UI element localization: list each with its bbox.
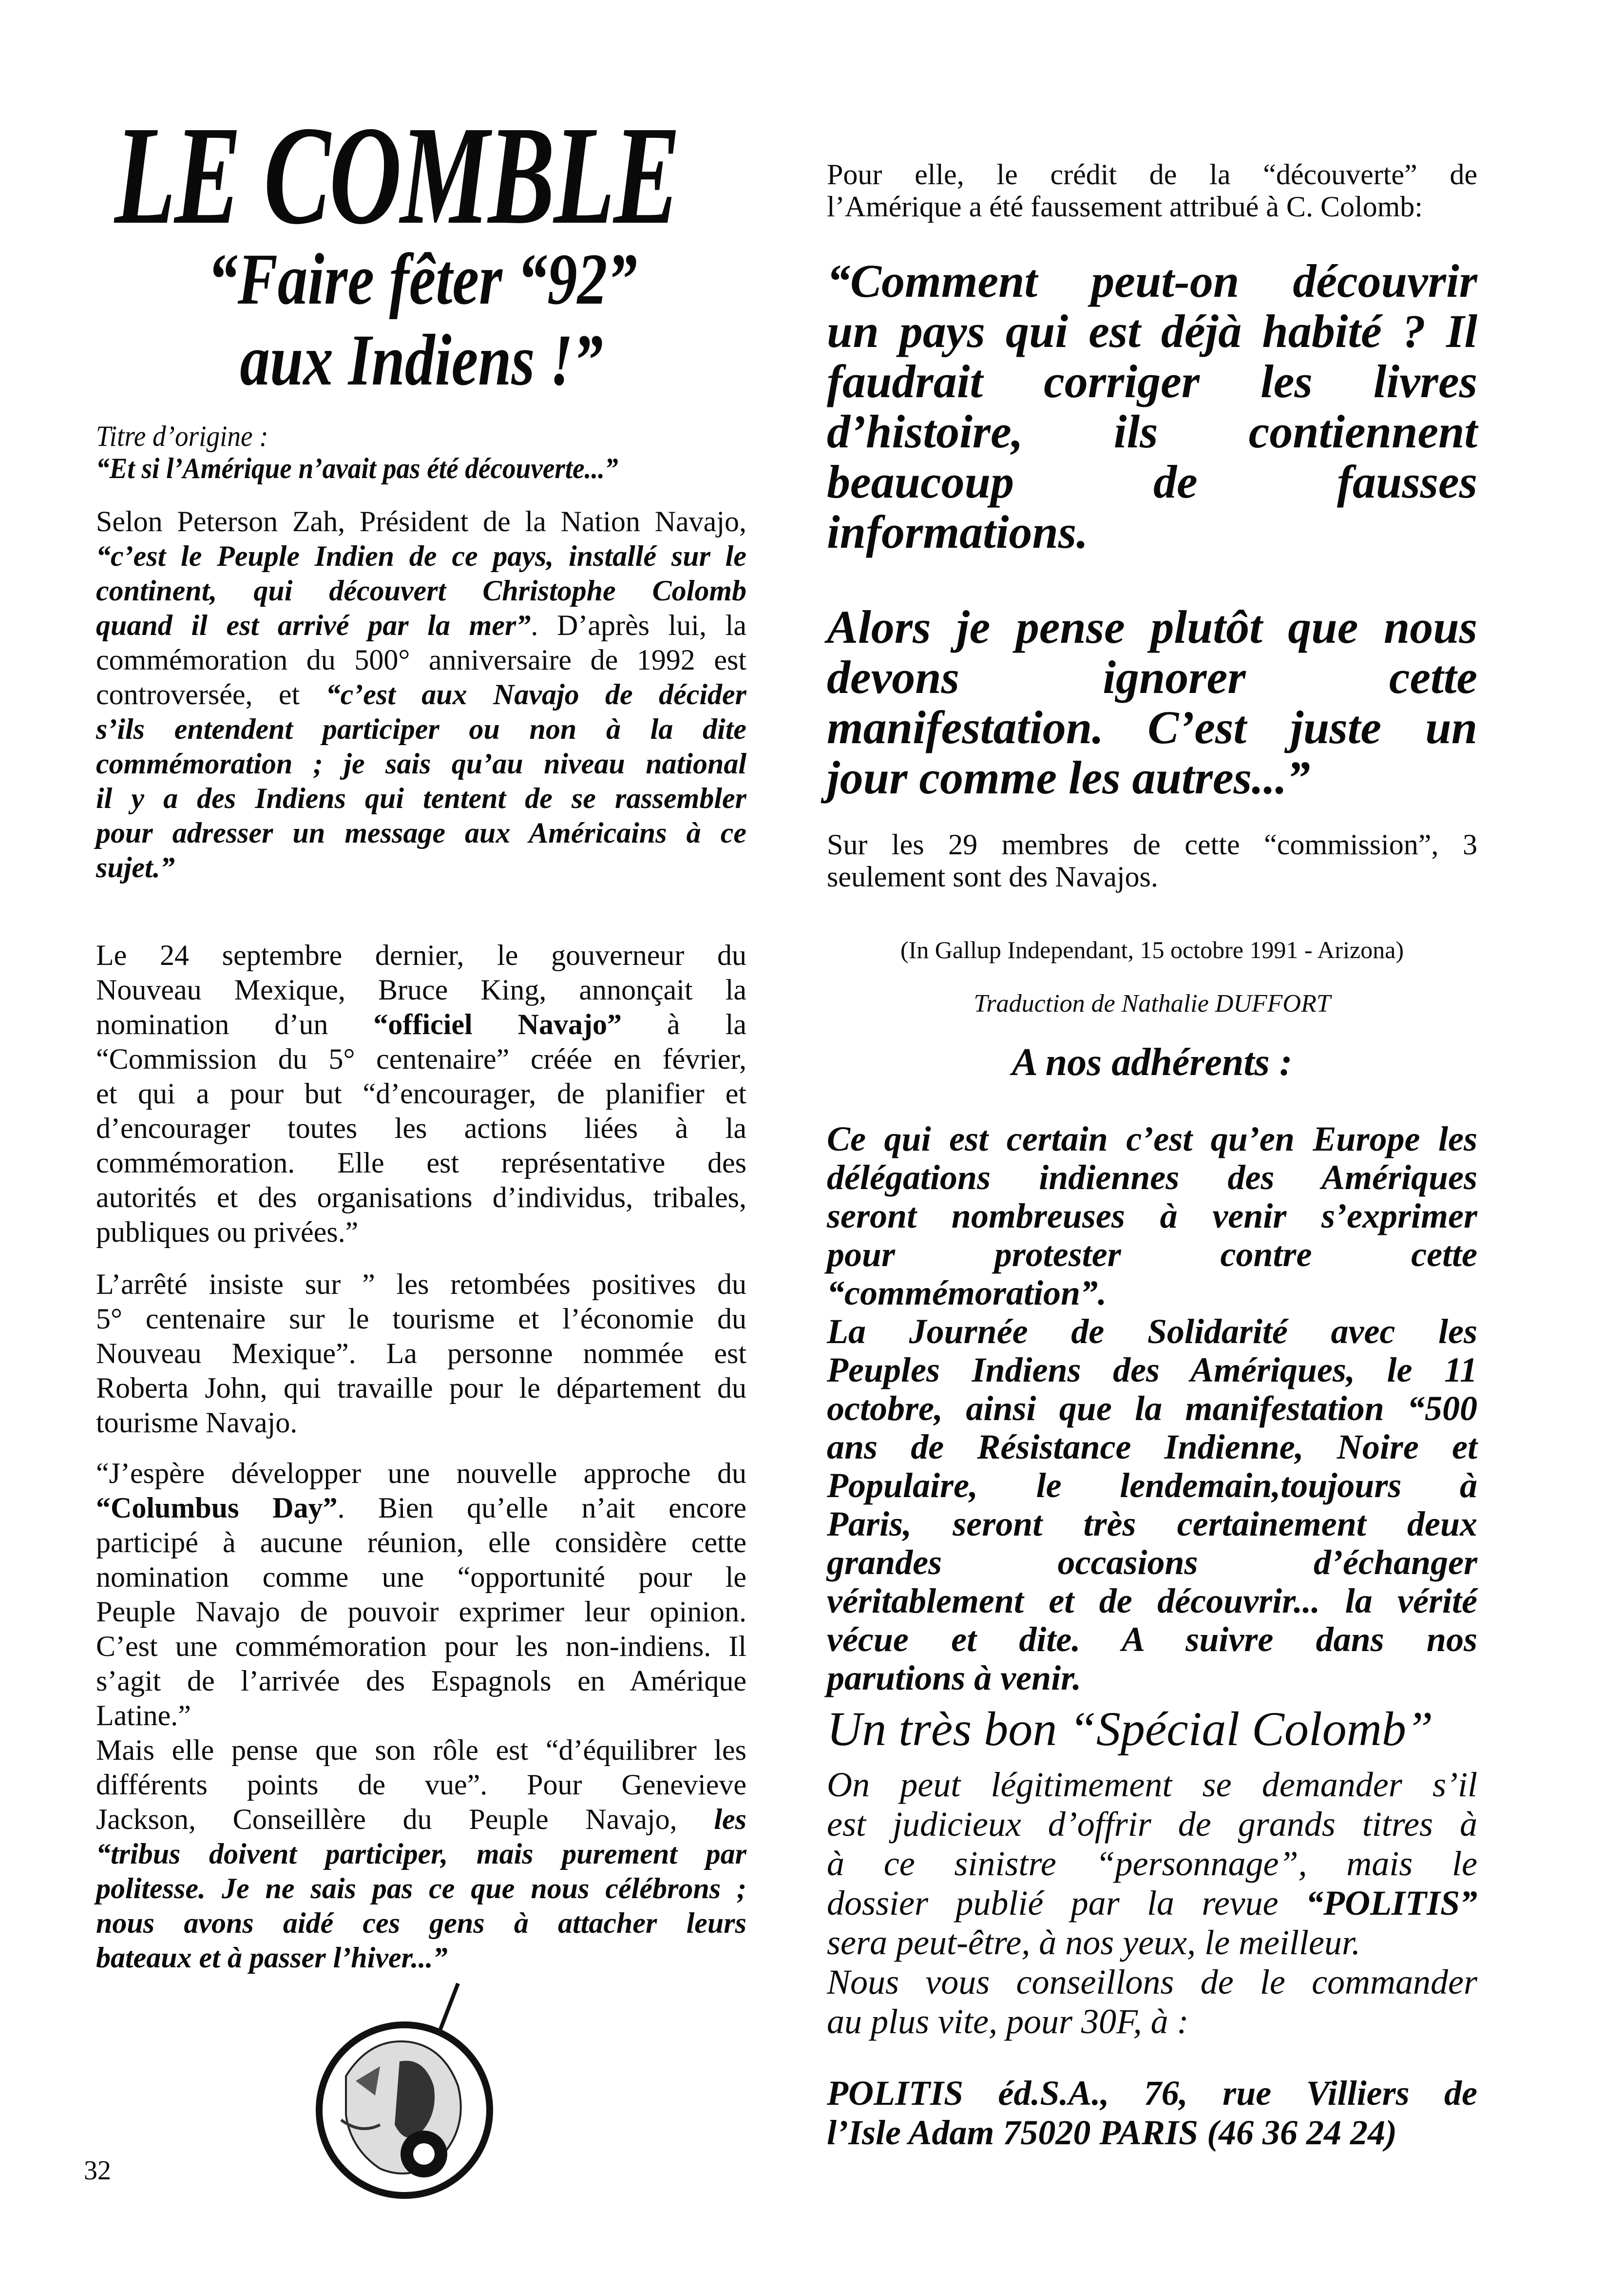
text-segment: nomination comme une “opportunité pour le [96, 1561, 746, 1593]
section-heading-adherents: A nos adhérents : [1012, 1041, 1293, 1084]
text-line [827, 1158, 1477, 1197]
text-segment: d’histoire, ils contiennent [827, 405, 1477, 458]
text-segment: Nouveau Mexique”. La personne nommée est [96, 1337, 746, 1369]
text-line [827, 1389, 1477, 1428]
paragraph [827, 602, 1477, 803]
text-line [96, 973, 746, 1007]
page-number: 32 [84, 2155, 111, 2186]
text-line [827, 356, 1477, 406]
paragraph [827, 1312, 1477, 1697]
text-segment: . D’après lui, la [531, 609, 746, 641]
text-line [827, 652, 1477, 702]
text-line [96, 1111, 746, 1146]
text-segment: “c’est le Peuple Indien de ce pays, installé sur le [96, 540, 746, 572]
text-segment: . Bien qu’elle n’ait encore [337, 1492, 746, 1524]
text-line [827, 1923, 1477, 1962]
text-line [827, 1543, 1477, 1582]
text-line [827, 752, 1477, 803]
text-segment: un pays qui est déjà habité ? Il [827, 305, 1477, 357]
source-citation: (In Gallup Independant, 15 octobre 1991 - Arizona) [900, 936, 1404, 963]
text-line [96, 1491, 746, 1525]
subtitle-line: “Faire fêter “92” [208, 239, 637, 320]
text-segment: seront nombreuses à venir s’exprimer [827, 1196, 1477, 1235]
text-segment: sera peut-être, à nos yeux, le meilleur. [827, 1923, 1361, 1962]
text-line [96, 1768, 746, 1802]
text-line [96, 747, 746, 781]
text-line [96, 781, 746, 816]
quote-comment-decouvrir [827, 256, 1477, 557]
paragraph-arrete [96, 1267, 746, 1440]
translator-credit: Traduction de Nathalie DUFFORT [974, 990, 1331, 1018]
paragraph [96, 938, 746, 1250]
paragraph [96, 1456, 746, 1733]
text-segment: “Comment peut-on découvrir [827, 255, 1477, 307]
text-segment: commémoration du 500° anniversaire de 1992 est [96, 644, 746, 676]
text-segment: Populaire, le lendemain,toujours à [827, 1466, 1477, 1505]
text-segment: controversée, et [96, 678, 326, 711]
text-line [827, 1962, 1477, 2002]
text-segment: Paris, seront très certainement deux [827, 1504, 1477, 1543]
text-line [96, 1664, 746, 1698]
text-segment: et qui a pour but “d’encourager, de planifier et [96, 1077, 746, 1110]
text-segment: Roberta John, qui travaille pour le département du [96, 1372, 746, 1404]
text-segment: manifestation. C’est juste un [827, 701, 1477, 753]
text-line [96, 816, 746, 850]
text-segment: sujet.” [96, 851, 175, 884]
text-segment: parutions à venir. [827, 1658, 1082, 1697]
text-line [827, 1466, 1477, 1505]
paragraph [827, 256, 1477, 557]
text-line [96, 1629, 746, 1664]
text-segment: jour comme les autres...” [827, 751, 1311, 804]
paragraph [827, 828, 1477, 893]
text-segment: “tribus doivent participer, mais purement par [96, 1838, 746, 1870]
text-line [96, 1560, 746, 1595]
text-segment: Latine.” [96, 1699, 191, 1731]
text-line [827, 2002, 1477, 2041]
text-line [827, 1582, 1477, 1620]
text-line [96, 712, 746, 747]
paragraph-columbus-day [96, 1456, 746, 1975]
text-line [827, 1428, 1477, 1466]
text-segment: Jackson, Conseillère du Peuple Navajo, [96, 1803, 714, 1835]
text-line [96, 1802, 746, 1837]
text-line [96, 1837, 746, 1871]
paragraph [827, 1962, 1477, 2041]
text-line [96, 1042, 746, 1077]
text-line [96, 1595, 746, 1629]
text-segment: POLITIS éd.S.A., 76, rue Villiers de [827, 2074, 1477, 2113]
text-line [96, 850, 746, 885]
section-heading-special-colomb: Un très bon “Spécial Colomb” [827, 1702, 1433, 1756]
text-line [96, 1302, 746, 1336]
text-segment: grandes occasions d’échanger [827, 1543, 1477, 1582]
text-segment: d’encourager toutes les actions liées à la [96, 1112, 746, 1144]
text-segment: quand il est arrivé par la mer” [96, 609, 531, 641]
text-segment: Nouveau Mexique, Bruce King, annonçait la [96, 974, 746, 1006]
text-segment: “Commission du 5° centenaire” créée en février, [96, 1043, 746, 1075]
text-line [827, 306, 1477, 356]
paragraph [96, 1733, 746, 1975]
text-line [96, 1456, 746, 1491]
text-line [827, 1805, 1477, 1844]
text-segment: les [714, 1803, 746, 1835]
text-segment: au plus vite, pour 30F, à : [827, 2002, 1189, 2041]
paragraph [96, 1267, 746, 1440]
text-segment: seulement sont des Navajos. [827, 861, 1158, 893]
text-segment: devons ignorer cette [827, 651, 1477, 703]
paragraph [827, 1120, 1477, 1312]
text-segment: Pour elle, le crédit de la “découverte” de [827, 158, 1477, 191]
text-segment: 5° centenaire sur le tourisme et l’économie du [96, 1303, 746, 1335]
text-segment: Le 24 septembre dernier, le gouverneur du [96, 939, 746, 971]
paragraph [96, 504, 746, 885]
paragraph-credit [827, 158, 1477, 223]
politis-address [827, 2074, 1477, 2153]
text-line [96, 1007, 746, 1042]
text-segment: bateaux et à passer l’hiver...” [96, 1942, 448, 1974]
text-segment: tourisme Navajo. [96, 1406, 298, 1439]
text-segment: l’Isle Adam 75020 PARIS (46 36 24 24) [827, 2113, 1397, 2152]
text-line [827, 702, 1477, 752]
text-line [827, 1351, 1477, 1389]
text-segment: Sur les 29 membres de cette “commission”, 3 [827, 828, 1477, 861]
text-line [827, 1312, 1477, 1351]
original-title-text: “Et si l’Amérique n’avait pas été découverte...” [96, 452, 618, 484]
text-line [827, 861, 1477, 893]
text-line [827, 1659, 1477, 1697]
text-line [96, 677, 746, 712]
text-segment: s’ils entendent participer ou non à la dite [96, 713, 746, 745]
text-line [827, 1844, 1477, 1884]
text-line [96, 1906, 746, 1941]
text-segment: informations. [827, 506, 1089, 558]
text-segment: politesse. Je ne sais pas ce que nous célébrons ; [96, 1872, 746, 1904]
text-segment: On peut légitimement se demander s’il [827, 1765, 1477, 1804]
text-line [96, 1215, 746, 1250]
text-line [827, 2074, 1477, 2113]
text-line [827, 1505, 1477, 1543]
text-line [96, 643, 746, 677]
text-segment: à ce sinistre “personnage”, mais le [827, 1844, 1477, 1883]
text-segment: commémoration. Elle est représentative des [96, 1147, 746, 1179]
text-segment: faudrait corriger les livres [827, 355, 1477, 407]
paragraph [827, 1765, 1477, 1962]
text-segment: s’agit de l’arrivée des Espagnols en Amérique [96, 1665, 746, 1697]
text-line [96, 1336, 746, 1371]
text-segment: Nous vous conseillons de le commander [827, 1962, 1477, 2001]
text-segment: véritablement et de découvrir... la vérité [827, 1581, 1477, 1620]
text-line [96, 574, 746, 608]
text-line [827, 1274, 1477, 1312]
text-line [827, 1120, 1477, 1158]
text-segment: il y a des Indiens qui tentent de se rassembler [96, 782, 746, 814]
text-line [827, 602, 1477, 652]
text-segment: autorités et des organisations d’individus, tribales, [96, 1181, 746, 1213]
text-line [96, 1405, 746, 1440]
text-line [96, 608, 746, 643]
text-segment: La Journée de Solidarité avec les [827, 1312, 1477, 1351]
text-line [827, 256, 1477, 306]
text-line [96, 1146, 746, 1180]
text-segment: Mais elle pense que son rôle est “d’équilibrer les [96, 1734, 746, 1766]
text-line [827, 1765, 1477, 1805]
text-segment: “commémoration”. [827, 1273, 1107, 1312]
text-line [827, 507, 1477, 557]
text-line [96, 1525, 746, 1560]
text-line [827, 457, 1477, 507]
text-line [96, 1871, 746, 1906]
text-segment: continent, qui découvert Christophe Colomb [96, 575, 746, 607]
text-segment: nomination d’un [96, 1008, 374, 1040]
text-segment: vécue et dite. A suivre dans nos [827, 1620, 1477, 1659]
text-segment: commémoration ; je sais qu’au niveau national [96, 748, 746, 780]
quote-ignorer [827, 602, 1477, 803]
text-line [96, 938, 746, 973]
paragraph [827, 2074, 1477, 2153]
text-segment: pour adresser un message aux Américains à ce [96, 817, 746, 849]
text-line [96, 1371, 746, 1405]
text-segment: Alors je pense plutôt que nous [827, 601, 1477, 653]
text-segment: “officiel Navajo” [373, 1008, 622, 1040]
text-line [96, 1180, 746, 1215]
paragraph-politis [827, 1765, 1477, 2041]
text-segment: dossier publié par la revue [827, 1884, 1306, 1923]
text-line [827, 158, 1477, 191]
text-segment: nous avons aidé ces gens à attacher leurs [96, 1907, 746, 1939]
text-line [96, 1267, 746, 1302]
text-line [827, 191, 1477, 223]
article-subtitle [161, 239, 682, 401]
text-segment: beaucoup de fausses [827, 456, 1477, 508]
text-segment: à la [621, 1008, 747, 1040]
seal-logo-icon [312, 1979, 516, 2208]
original-title-label: Titre d’origine : [96, 420, 268, 452]
text-line [827, 406, 1477, 457]
text-segment: octobre, ainsi que la manifestation “500 [827, 1389, 1477, 1428]
text-segment: Peuples Indiens des Amériques, le 11 [827, 1350, 1477, 1389]
text-line [96, 1733, 746, 1768]
text-line [827, 828, 1477, 861]
text-line [827, 1197, 1477, 1235]
text-line [96, 539, 746, 574]
text-segment: Ce qui est certain c’est qu’en Europe les [827, 1119, 1477, 1158]
article-title: LE COMBLE [115, 97, 679, 253]
paragraph-membres [827, 828, 1477, 893]
text-segment: “J’espère développer une nouvelle approche du [96, 1457, 746, 1489]
subtitle-line: aux Indiens !” [240, 320, 603, 401]
text-segment: C’est une commémoration pour les non-indiens. Il [96, 1630, 746, 1662]
text-segment: “Columbus Day” [96, 1492, 338, 1524]
text-line [827, 1620, 1477, 1659]
text-segment: différents points de vue”. Pour Genevieve [96, 1769, 746, 1801]
text-line [827, 2113, 1477, 2153]
text-line [96, 504, 746, 539]
text-segment: participé à aucune réunion, elle considère cette [96, 1526, 746, 1558]
paragraph [827, 158, 1477, 223]
text-segment: l’Amérique a été faussement attribué à C. Colomb: [827, 191, 1423, 223]
text-line [827, 1884, 1477, 1923]
text-segment: Selon Peterson Zah, Président de la Nation Navajo, [96, 505, 746, 538]
text-segment: délégations indiennes des Amériques [827, 1158, 1477, 1197]
paragraph-peterson-zah [96, 504, 746, 885]
text-line [827, 1235, 1477, 1274]
text-line [96, 1941, 746, 1975]
text-segment: pour protester contre cette [827, 1235, 1477, 1274]
text-segment: L’arrêté insiste sur ” les retombées positives du [96, 1268, 746, 1300]
text-segment: est judicieux d’offrir de grands titres à [827, 1805, 1477, 1844]
text-line [96, 1698, 746, 1733]
text-segment: Peuple Navajo de pouvoir exprimer leur opinion. [96, 1596, 746, 1628]
text-segment: publiques ou privées.” [96, 1216, 359, 1248]
text-line [96, 1077, 746, 1111]
text-segment: “c’est aux Navajo de décider [325, 678, 746, 711]
paragraph-adherents [827, 1120, 1477, 1697]
text-segment: “POLITIS” [1305, 1884, 1477, 1923]
original-title [96, 420, 697, 484]
text-segment: ans de Résistance Indienne, Noire et [827, 1427, 1477, 1466]
paragraph-commission [96, 938, 746, 1250]
